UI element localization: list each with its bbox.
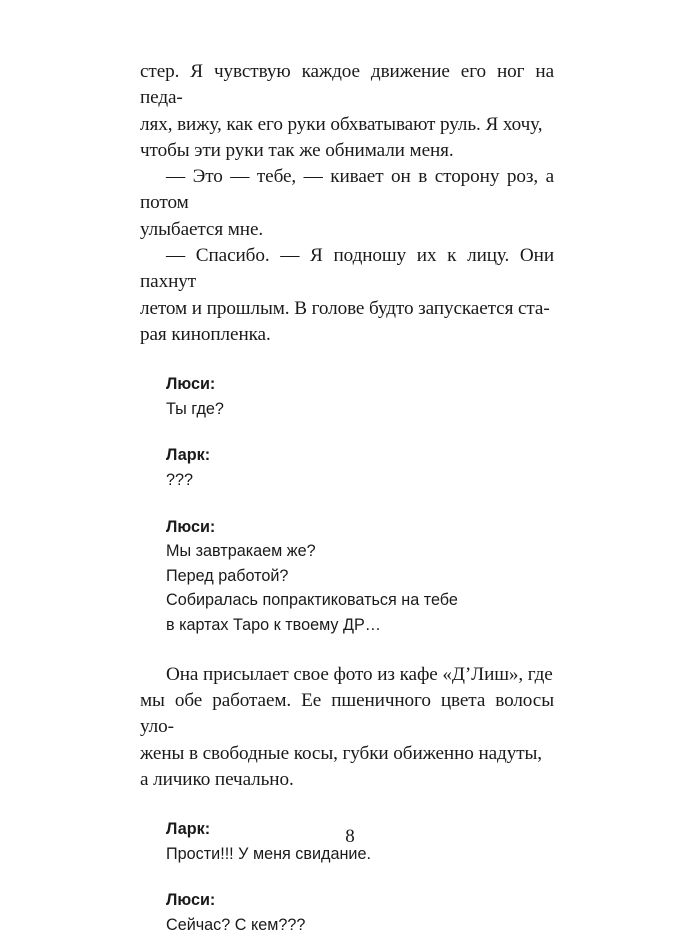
message-text: ???: [166, 471, 194, 490]
prose-line: жены в свободные косы, губки обиженно надуты,: [140, 742, 542, 764]
message-text: Сейчас? С кем???: [166, 915, 306, 934]
prose-line: улыбается мне.: [140, 218, 264, 240]
prose-line: а личико печально.: [140, 768, 294, 790]
message-speaker: Люси:: [166, 517, 216, 536]
prose-line: лях, вижу, как его руки обхватывают руль. Я хочу,: [140, 113, 543, 135]
prose-block-middle: [140, 662, 554, 793]
message-text: Мы завтракаем же?: [166, 542, 316, 561]
prose-line: Она присылает свое фото из кафе «Д’Лиш», где: [166, 663, 553, 685]
message-speaker: Люси:: [166, 375, 216, 394]
prose-line: мы обе работаем. Ее пшеничного цвета волосы уло-: [140, 689, 554, 738]
message-thread-1: [166, 372, 554, 637]
message-text: Собиралась попрактиковаться на тебе: [166, 591, 458, 610]
message-speaker: Ларк:: [166, 446, 211, 465]
message-text: в картах Таро к твоему ДР…: [166, 616, 381, 635]
book-page: [140, 59, 554, 937]
message-text: Перед работой?: [166, 566, 289, 585]
page-number: 8: [345, 826, 355, 847]
message-speaker: Люси:: [166, 891, 216, 910]
prose-line: рая кинопленка.: [140, 323, 271, 345]
message-text: Прости!!! У меня свидание.: [166, 844, 371, 863]
prose-line: стер. Я чувствую каждое движение его ног на педа-: [140, 61, 554, 109]
prose-line: — Это — тебе, — кивает он в сторону роз, а потом: [140, 166, 554, 214]
message-speaker: Ларк:: [166, 820, 211, 839]
prose-line: летом и прошлым. В голове будто запускается ста-: [140, 297, 550, 319]
prose-line: — Спасибо. — Я подношу их к лицу. Они пахнут: [140, 245, 554, 293]
prose-block-top: [140, 59, 554, 348]
prose-line: чтобы эти руки так же обнимали меня.: [140, 139, 454, 161]
message-text: Ты где?: [166, 399, 224, 418]
